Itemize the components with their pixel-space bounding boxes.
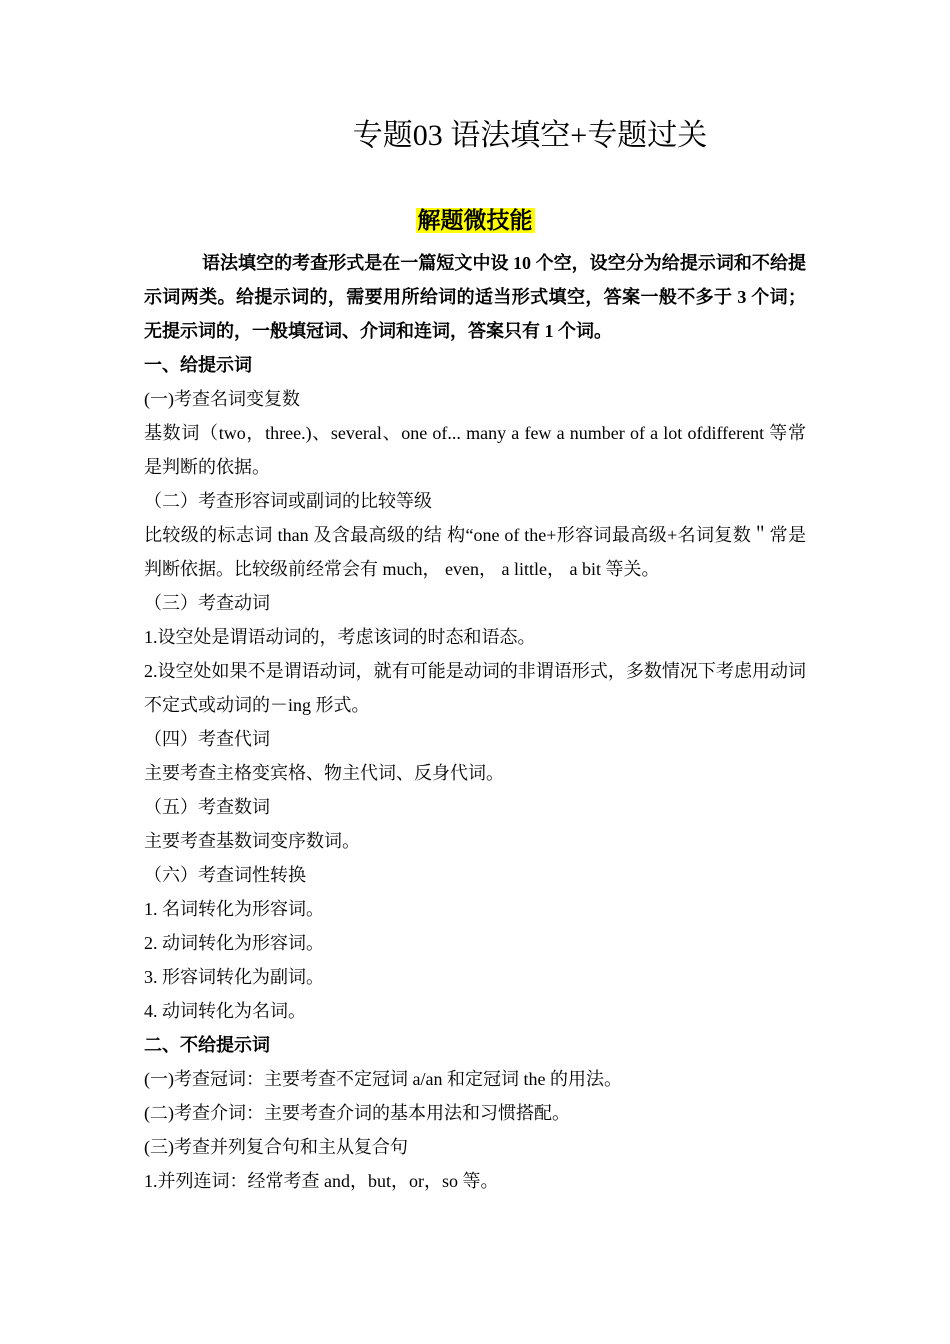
part1-sub2-text: 比较级的标志词 than 及含最高级的结 构“one of the+形容词最高级+名词复数＂常是判断依据。比较级前经常会有 much， even， a little， a bit 等关。 bbox=[144, 525, 806, 579]
part1-sub3-item2: 2.设空处如果不是谓语动词，就有可能是动词的非谓语形式，多数情况下考虑用动词不定式或动词的－ing 形式。 bbox=[144, 661, 806, 715]
part2-sub2-text: (二)考查介词：主要考查介词的基本用法和习惯搭配。 bbox=[144, 1103, 570, 1123]
part1-sub5-text: 主要考查基数词变序数词。 bbox=[144, 831, 360, 851]
section-heading-highlight: 解题微技能 bbox=[417, 208, 533, 233]
part1-sub6-title: （六）考查词性转换 bbox=[144, 865, 306, 885]
part1-sub6-item: 2. 动词转化为形容词。 bbox=[144, 933, 324, 953]
part2-sub1-text: (一)考查冠词：主要考查不定冠词 a/an 和定冠词 the 的用法。 bbox=[144, 1069, 622, 1089]
section-heading bbox=[0, 204, 950, 238]
document-body bbox=[144, 246, 806, 1198]
intro-paragraph: 语法填空的考查形式是在一篇短文中设 10 个空，设空分为给提示词和不给提示词两类。给提示词的，需要用所给词的适当形式填空，答案一般不多于 3 个词；无提示词的，一般填冠词、介词和连词，答案只有 1 个词。 bbox=[144, 253, 806, 341]
part1-sub1-title: (一)考查名词变复数 bbox=[144, 389, 300, 409]
part1-sub6-item: 1. 名词转化为形容词。 bbox=[144, 899, 324, 919]
part1-sub6-item: 3. 形容词转化为副词。 bbox=[144, 967, 324, 987]
part1-sub4-text: 主要考查主格变宾格、物主代词、反身代词。 bbox=[144, 763, 504, 783]
part1-sub3-title: （三）考查动词 bbox=[144, 593, 270, 613]
part2-sub3-title: (三)考查并列复合句和主从复合句 bbox=[144, 1137, 408, 1157]
part1-sub4-title: （四）考查代词 bbox=[144, 729, 270, 749]
part1-sub5-title: （五）考查数词 bbox=[144, 797, 270, 817]
part2-sub3-item1: 1.并列连词：经常考查 and，but，or，so 等。 bbox=[144, 1171, 499, 1191]
document-title: 专题03 语法填空+专题过关 bbox=[352, 119, 708, 152]
part1-heading: 一、给提示词 bbox=[144, 355, 252, 375]
part1-sub1-text: 基数词（two，three.)、several、one of... many a few a number of a lot ofdifferent 等常是判断的依据。 bbox=[144, 423, 806, 477]
part1-sub2-title: （二）考查形容词或副词的比较等级 bbox=[144, 491, 432, 511]
part2-heading: 二、不给提示词 bbox=[144, 1035, 270, 1055]
part1-sub6-item: 4. 动词转化为名词。 bbox=[144, 1001, 306, 1021]
part1-sub3-item1: 1.设空处是谓语动词的，考虑该词的时态和语态。 bbox=[144, 627, 536, 647]
